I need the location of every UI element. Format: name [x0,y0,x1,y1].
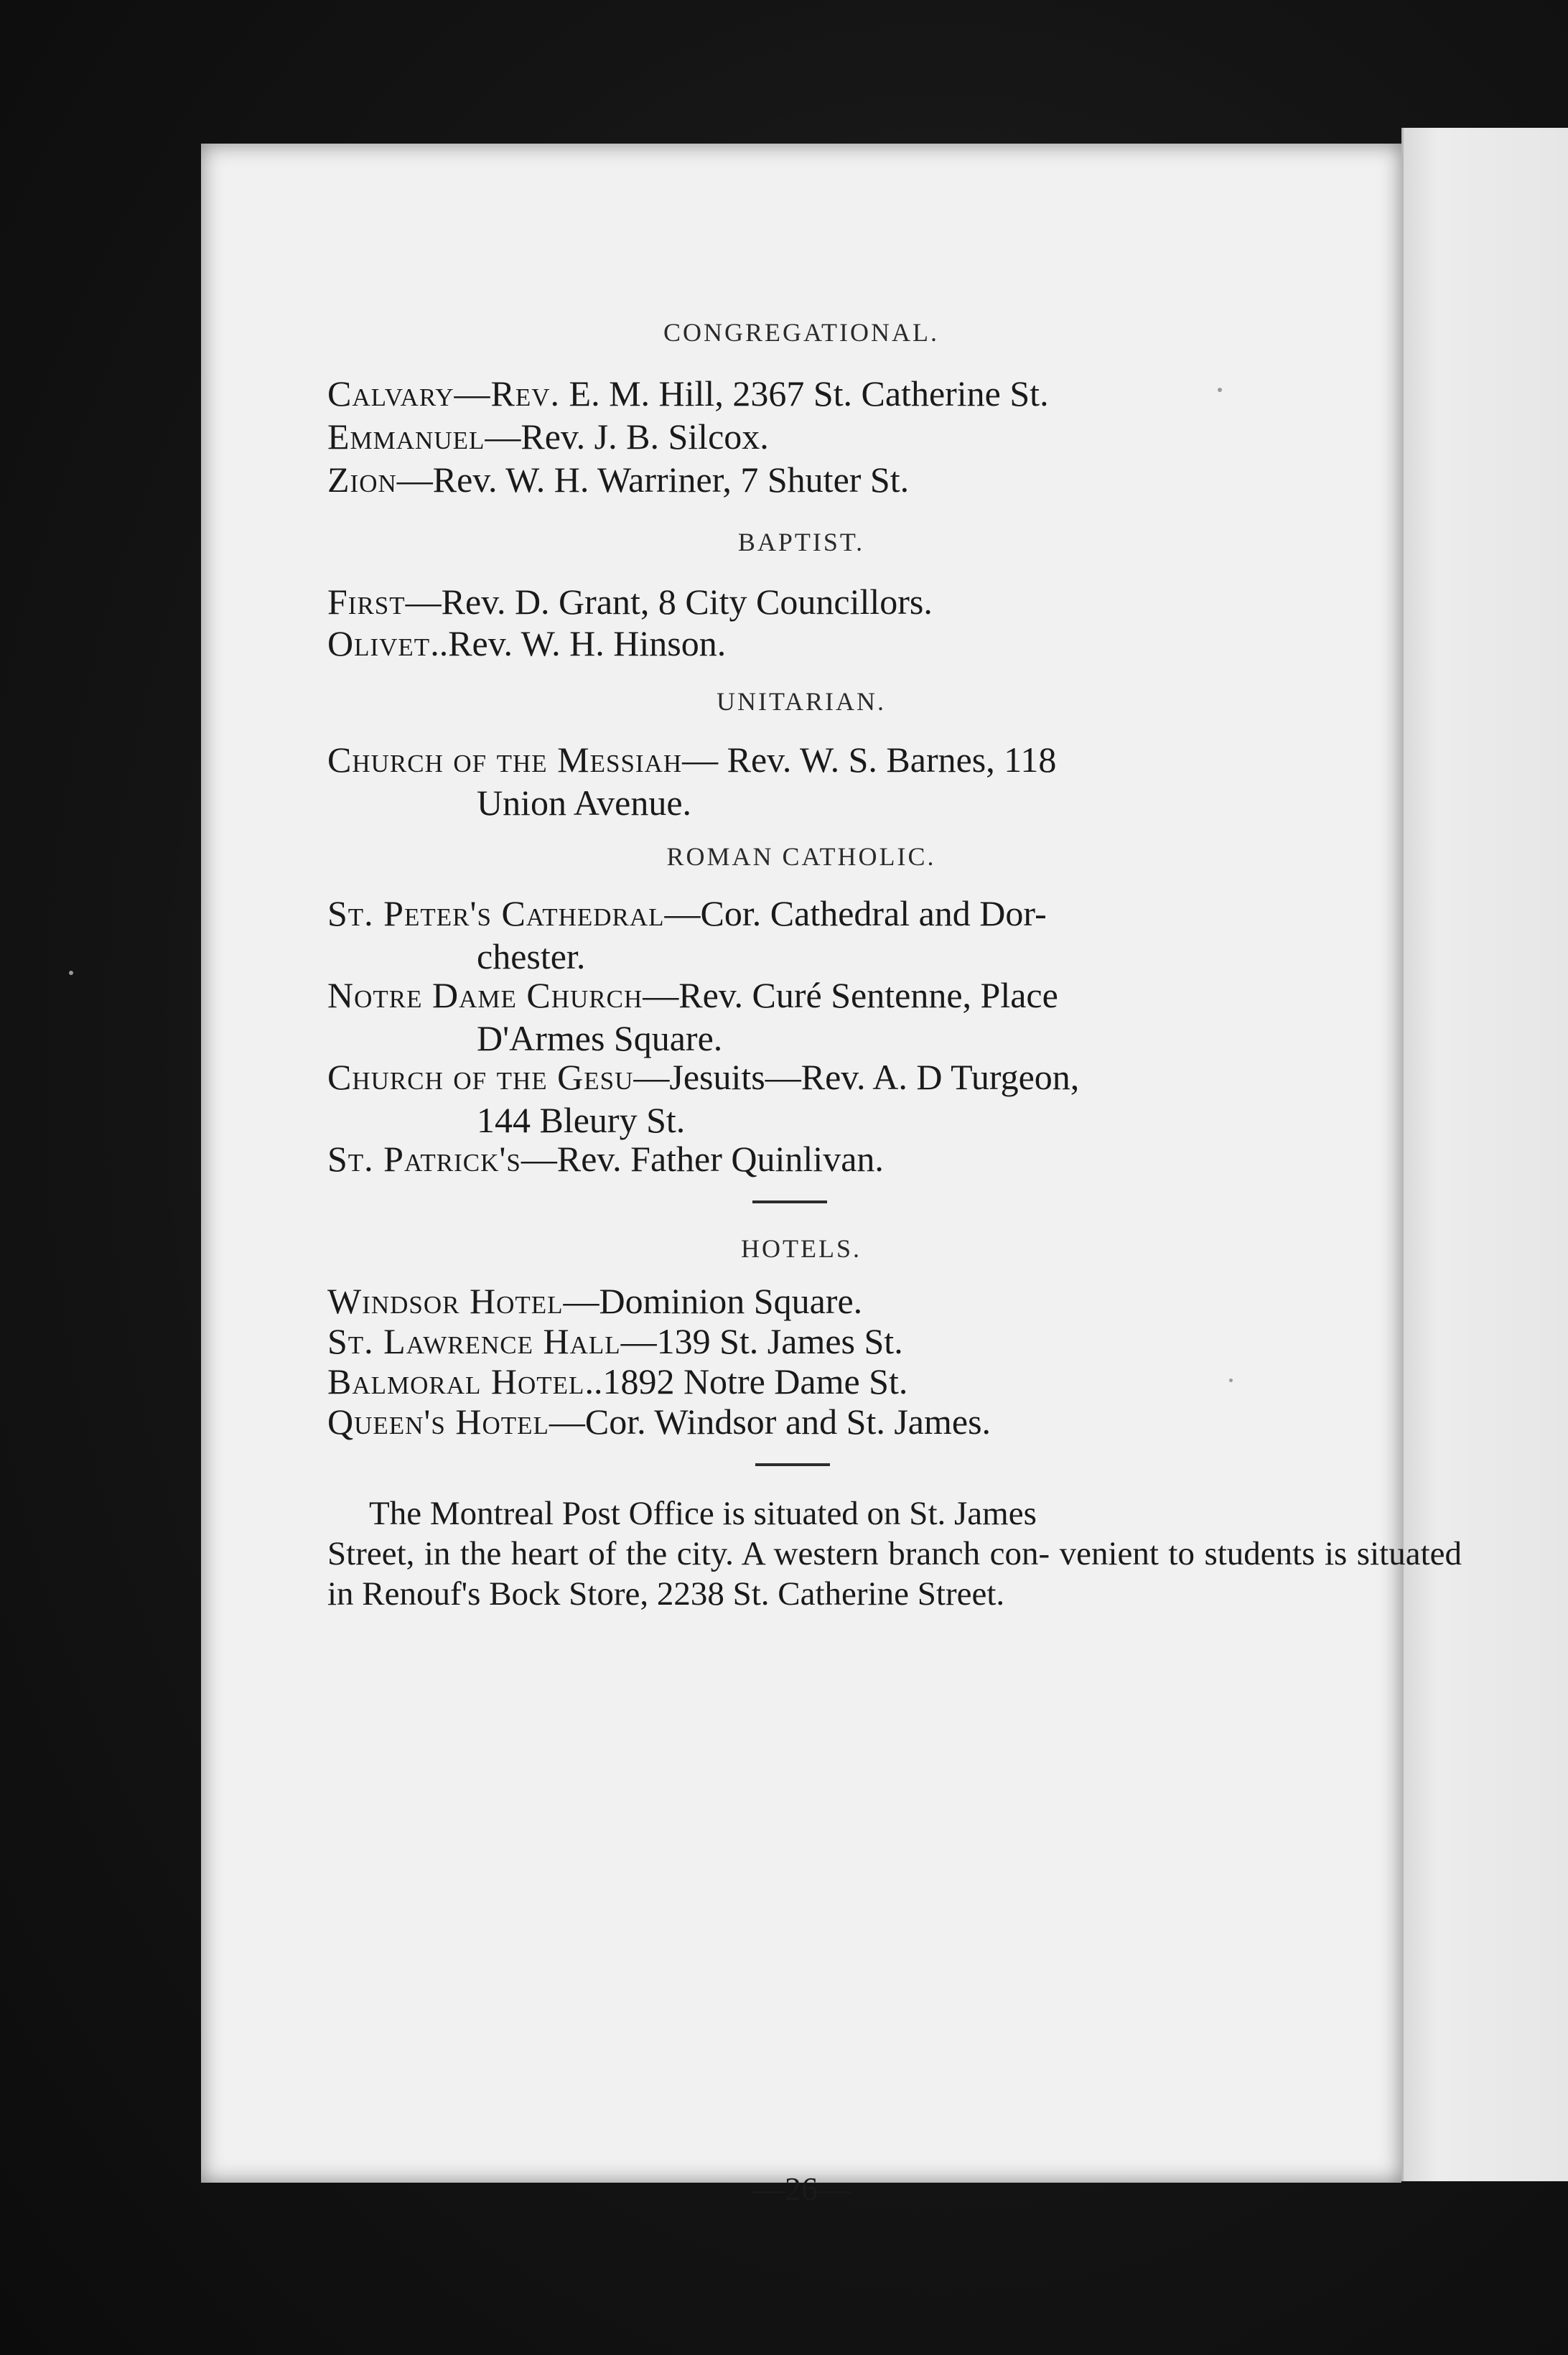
page-number: —26— [752,2170,851,2207]
scan-speck [1218,388,1222,392]
entry-st-lawrence-hall: St. Lawrence Hall—139 St. James St. [327,1321,903,1361]
section-divider-rule [752,1200,827,1203]
section-heading-roman-catholic: ROMAN CATHOLIC. [666,842,936,871]
entry-olivet: Olivet..Rev. W. H. Hinson. [327,623,727,663]
entry-st-patricks: St. Patrick's—Rev. Father Quinlivan. [327,1139,884,1179]
entry-calvary: Calvary—Rev. E. M. Hill, 2367 St. Catherine St. [327,373,1049,414]
entry-notre-dame-church: Notre Dame Church—Rev. Curé Sentenne, Place D'Armes Square. [327,975,1058,1058]
entry-church-of-the-gesu: Church of the Gesu—Jesuits—Rev. A. D Turgeon, 144 Bleury St. [327,1057,1080,1140]
book-page [201,144,1462,2207]
post-office-paragraph: The Montreal Post Office is situated on St. James Street, in the heart of the city. A western branch con- venient to students is situated in Renouf's Bock Store, 2238 St. Catherine Street. [327,1495,1462,1613]
entry-first-baptist: First—Rev. D. Grant, 8 City Councillors. [327,582,933,622]
entry-zion: Zion—Rev. W. H. Warriner, 7 Shuter St. [327,460,910,500]
section-heading-hotels: HOTELS. [741,1234,862,1263]
entry-balmoral-hotel: Balmoral Hotel..1892 Notre Dame St. [327,1361,908,1402]
entry-queens-hotel: Queen's Hotel—Cor. Windsor and St. James. [327,1402,991,1442]
entry-church-of-the-messiah: Church of the Messiah— Rev. W. S. Barnes, 118 Union Avenue. [327,740,1057,823]
facing-page-edge [1401,128,1568,2181]
section-heading-congregational: CONGREGATIONAL. [663,318,939,347]
scan-speck [69,971,73,975]
entry-windsor-hotel: Windsor Hotel—Dominion Square. [327,1281,863,1321]
entry-st-peters-cathedral: St. Peter's Cathedral—Cor. Cathedral and Dor- chester. [327,893,1047,976]
scan-speck [1229,1379,1233,1382]
entry-emmanuel: Emmanuel—Rev. J. B. Silcox. [327,416,769,457]
section-heading-baptist: BAPTIST. [737,528,865,556]
section-divider-rule [755,1463,830,1466]
section-heading-unitarian: UNITARIAN. [716,687,887,716]
